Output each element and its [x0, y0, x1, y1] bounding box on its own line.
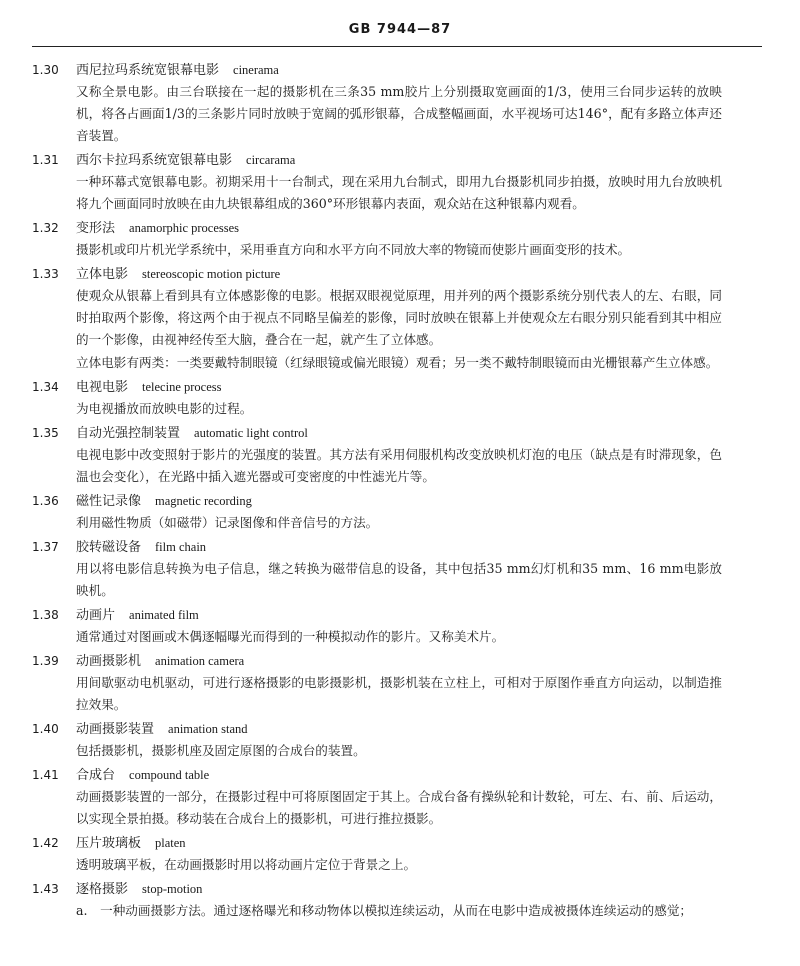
term-definition: [76, 854, 722, 876]
term-number: 1.35: [32, 426, 59, 440]
term-heading: [32, 264, 722, 285]
term-number: 1.34: [32, 380, 59, 394]
term-entry: [32, 423, 722, 488]
term-entry: [32, 719, 722, 762]
term-number: 1.37: [32, 540, 59, 554]
term-heading: [32, 377, 722, 398]
term-number: 1.33: [32, 267, 59, 281]
definition-paragraph: 利用磁性物质（如磁带）记录图像和伴音信号的方法。: [76, 515, 379, 530]
term-english: circarama: [246, 153, 296, 167]
term-chinese: 动画摄影机: [76, 654, 142, 669]
standard-header: GB 7944—87: [348, 22, 452, 37]
term-english: stereoscopic motion picture: [142, 267, 281, 281]
definition-paragraph: 使观众从银幕上看到具有立体感影像的电影。根据双眼视觉原理，用并列的两个摄影系统分别代表人的左、右眼，同时拍取两个影像，将这两个由于视点不同略呈偏差的影像，同时放映在银幕上并使观众左右眼分别只能看到其中相应的一个影像，由视神经传至大脑，叠合在一起，就产生了立体感。: [76, 288, 722, 347]
entry-list: [32, 60, 722, 925]
definition-paragraph: 用间歇驱动电机驱动，可进行逐格摄影的电影摄影机，摄影机装在立柱上，可相对于原图作垂直方向运动，以制造推拉效果。: [76, 675, 722, 712]
term-heading: [32, 423, 722, 444]
term-heading: [32, 537, 722, 558]
term-english: automatic light control: [194, 426, 308, 440]
term-entry: [32, 60, 722, 147]
term-number: 1.36: [32, 494, 59, 508]
term-definition: [76, 672, 722, 716]
term-english: telecine process: [142, 380, 222, 394]
term-definition: [76, 398, 722, 420]
term-chinese: 逐格摄影: [76, 882, 129, 897]
term-chinese: 合成台: [76, 768, 116, 783]
definition-paragraph: 立体电影有两类：一类要戴特制眼镜（红绿眼镜或偏光眼镜）观看；另一类不戴特制眼镜而由光栅银幕产生立体感。: [76, 355, 719, 370]
term-heading: [32, 491, 722, 512]
definition-paragraph: 通常通过对图画或木偶逐幅曝光而得到的一种模拟动作的影片。又称美术片。: [76, 629, 505, 644]
term-english: cinerama: [233, 63, 279, 77]
term-number: 1.42: [32, 836, 59, 850]
term-definition: [76, 512, 722, 534]
term-number: 1.39: [32, 654, 59, 668]
term-heading: [32, 218, 722, 239]
term-definition: [76, 786, 722, 830]
term-definition: [76, 740, 722, 762]
term-definition: [76, 239, 722, 261]
term-number: 1.31: [32, 153, 59, 167]
term-english: magnetic recording: [155, 494, 252, 508]
term-english: animation camera: [155, 654, 245, 668]
term-chinese: 西尔卡拉玛系统宽银幕电影: [76, 153, 233, 168]
term-chinese: 自动光强控制装置: [76, 426, 181, 441]
term-number: 1.32: [32, 221, 59, 235]
term-chinese: 动画片: [76, 608, 116, 623]
term-english: compound table: [129, 768, 210, 782]
term-english: anamorphic processes: [129, 221, 240, 235]
definition-paragraph: 包括摄影机，摄影机座及固定原图的合成台的装置。: [76, 743, 366, 758]
definition-paragraph: 摄影机或印片机光学系统中，采用垂直方向和水平方向不同放大率的物镜而使影片画面变形的技术。: [76, 242, 631, 257]
term-definition: [76, 558, 722, 602]
term-heading: [32, 879, 722, 900]
definition-paragraph: a. 一种动画摄影方法。通过逐格曝光和移动物体以模拟连续运动，从而在电影中造成被摄体连续运动的感觉；: [76, 903, 693, 918]
term-heading: [32, 651, 722, 672]
term-number: 1.30: [32, 63, 59, 77]
term-chinese: 胶转磁设备: [76, 540, 142, 555]
term-entry: [32, 765, 722, 830]
term-chinese: 西尼拉玛系统宽银幕电影: [76, 63, 220, 78]
term-entry: [32, 218, 722, 261]
header-rule: [32, 46, 762, 47]
term-english: film chain: [155, 540, 207, 554]
term-entry: [32, 651, 722, 716]
term-entry: [32, 605, 722, 648]
term-entry: [32, 879, 722, 922]
term-definition: [76, 626, 722, 648]
term-chinese: 电视电影: [76, 380, 129, 395]
term-chinese: 磁性记录像: [76, 494, 142, 509]
term-number: 1.43: [32, 882, 59, 896]
term-definition: [76, 171, 722, 215]
term-heading: [32, 150, 722, 171]
term-number: 1.41: [32, 768, 59, 782]
term-entry: [32, 833, 722, 876]
term-english: animated film: [129, 608, 199, 622]
term-entry: [32, 264, 722, 374]
term-entry: [32, 537, 722, 602]
term-number: 1.40: [32, 722, 59, 736]
term-definition: [76, 285, 722, 374]
definition-paragraph: 为电视播放而放映电影的过程。: [76, 401, 253, 416]
term-entry: [32, 491, 722, 534]
term-chinese: 立体电影: [76, 267, 129, 282]
term-chinese: 变形法: [76, 221, 116, 236]
term-heading: [32, 60, 722, 81]
term-heading: [32, 765, 722, 786]
term-number: 1.38: [32, 608, 59, 622]
term-entry: [32, 150, 722, 215]
definition-paragraph: 动画摄影装置的一部分，在摄影过程中可将原图固定于其上。合成台备有操纵轮和计数轮，可左、右、前、后运动，以实现全景拍摄。移动装在合成台上的摄影机，可进行推拉摄影。: [76, 789, 722, 826]
term-heading: [32, 719, 722, 740]
term-chinese: 压片玻璃板: [76, 836, 142, 851]
definition-paragraph: 又称全景电影。由三台联接在一起的摄影机在三条35 mm胶片上分别摄取宽画面的1/3，使用三台同步运转的放映机，将各占画面1/3的三条影片同时放映于宽阔的弧形银幕，合成整幅画面，水平视场可达146°，配有多路立体声还音装置。: [76, 84, 722, 143]
term-english: stop-motion: [142, 882, 203, 896]
term-definition: [76, 444, 722, 488]
definition-paragraph: 电视电影中改变照射于影片的光强度的装置。其方法有采用伺服机构改变放映机灯泡的电压（缺点是有时滞现象，色温也会变化），在光路中插入遮光器或可变密度的中性滤光片等。: [76, 447, 722, 484]
definition-paragraph: 透明玻璃平板，在动画摄影时用以将动画片定位于背景之上。: [76, 857, 417, 872]
term-chinese: 动画摄影装置: [76, 722, 155, 737]
term-definition: [76, 81, 722, 147]
term-definition: [76, 900, 722, 922]
term-entry: [32, 377, 722, 420]
term-heading: [32, 605, 722, 626]
definition-paragraph: 一种环幕式宽银幕电影。初期采用十一台制式，现在采用九台制式，即用九台摄影机同步拍摄，放映时用九台放映机将九个画面同时放映在由九块银幕组成的360°环形银幕内表面，观众站在这种银幕内观看。: [76, 174, 722, 211]
term-english: platen: [155, 836, 186, 850]
definition-paragraph: 用以将电影信息转换为电子信息，继之转换为磁带信息的设备，其中包括35 mm幻灯机和35 mm、16 mm电影放映机。: [76, 561, 722, 598]
term-english: animation stand: [168, 722, 248, 736]
term-heading: [32, 833, 722, 854]
